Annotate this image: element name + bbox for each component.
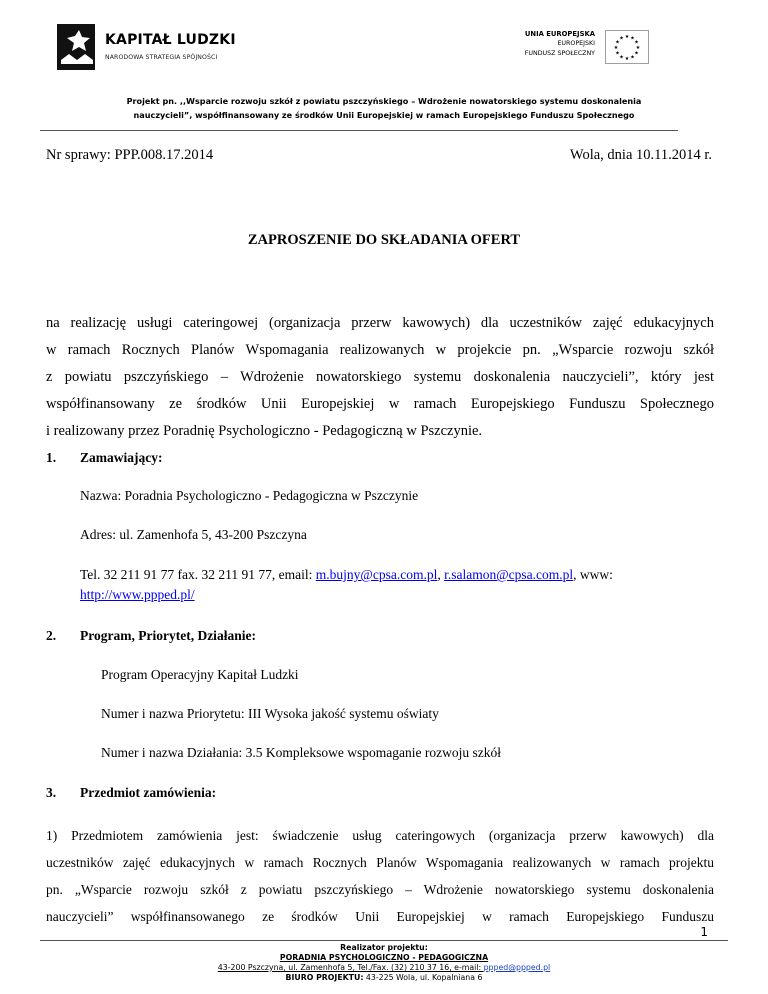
orderer-website: [80, 587, 195, 603]
section-number: 2.: [46, 628, 57, 643]
kapital-ludzki-subtitle: NARODOWA STRATEGIA SPÓJNOŚCI: [105, 54, 218, 61]
eu-logo-line3: FUNDUSZ SPOŁECZNY: [524, 50, 595, 57]
svg-text:★: ★: [635, 45, 641, 51]
footer-address: 43-200 Pszczyna, ul. Zamenhofa 5, Tel./Fax. (32) 210 37 16, e-mail:: [217, 963, 484, 972]
svg-text:★: ★: [634, 50, 639, 57]
footer-office-address: 43-225 Wola, ul. Kopalniana 6: [363, 973, 483, 982]
subject-line: 1) Przedmiotem zamówienia jest: świadczenie usług cateringowych (organizacja przerw kawowych) dla: [46, 828, 714, 843]
subject-line: uczestników zajęć edukacyjnych w ramach Rocznych Planów Wspomagania realizowanych w ramach projektu: [46, 855, 714, 870]
document-title: ZAPROSZENIE DO SKŁADANIA OFERT: [247, 232, 521, 248]
section-1-heading: [46, 450, 162, 466]
intro-line: i realizowany przez Poradnię Psychologiczno - Pedagogiczną w Pszczynie.: [46, 423, 483, 439]
www-label: , www:: [573, 567, 613, 582]
svg-text:★: ★: [613, 45, 619, 51]
orderer-contact: [80, 567, 714, 583]
section-title: Przedmiot zamówienia:: [80, 785, 217, 800]
svg-text:★: ★: [619, 35, 624, 42]
section-2-heading: [46, 628, 256, 644]
kapital-ludzki-logo: [55, 20, 255, 74]
intro-paragraph: [46, 310, 714, 445]
program-name: Program Operacyjny Kapitał Ludzki: [101, 667, 299, 682]
section-number: 1.: [46, 450, 57, 465]
email-link-salamon[interactable]: r.salamon@cpsa.com.pl: [444, 567, 574, 582]
intro-line: na realizację usługi cateringowej (organizacja przerw kawowych) dla uczestników zajęć edukacyjnych: [46, 315, 714, 331]
footer-office-line: [0, 973, 768, 983]
case-number: Nr sprawy: PPP.008.17.2014: [46, 147, 214, 163]
page-number: 1: [700, 925, 708, 939]
footer-divider: [40, 940, 728, 941]
svg-text:★: ★: [624, 56, 630, 62]
subject-line: pn. „Wsparcie rozwoju szkół z powiatu pszczyńskiego – Wdrożenie nowatorskiego systemu doskonalenia: [46, 882, 714, 897]
footer-email-link[interactable]: ppped@ppped.pl: [483, 963, 551, 972]
svg-text:★: ★: [624, 34, 630, 40]
svg-text:★: ★: [630, 54, 635, 61]
footer-office-label: BIURO PROJEKTU:: [285, 973, 364, 982]
kapital-ludzki-emblem-icon: [55, 20, 99, 74]
action-name: Numer i nazwa Działania: 3.5 Kompleksowe wspomaganie rozwoju szkół: [101, 745, 502, 760]
footer-label: Realizator projektu:: [340, 943, 428, 952]
kapital-ludzki-title: KAPITAŁ LUDZKI: [105, 32, 236, 48]
footer: [0, 943, 768, 983]
email-link-bujny[interactable]: m.bujny@cpsa.com.pl: [315, 567, 438, 582]
subject-line: nauczycieli” współfinansowanego ze środków Unii Europejskiej w ramach Europejskiego Funduszu: [46, 909, 714, 924]
orderer-name: Nazwa: Poradnia Psychologiczno - Pedagogiczna w Pszczynie: [80, 488, 419, 503]
section-number: 3.: [46, 785, 57, 800]
footer-address-line: [0, 963, 768, 973]
section-title: Zamawiający:: [80, 450, 163, 465]
priority-name: Numer i nazwa Priorytetu: III Wysoka jakość systemu oświaty: [101, 706, 439, 721]
intro-line: w ramach Rocznych Planów Wspomagania realizowanych w projekcie pn. „Wsparcie rozwoju szkół: [46, 342, 714, 358]
svg-text:★: ★: [615, 39, 620, 46]
section-3-heading: [46, 785, 216, 801]
place-date: Wola, dnia 10.11.2014 r.: [569, 147, 712, 163]
footer-org: PORADNIA PSYCHOLOGICZNO - PEDAGOGICZNA: [279, 953, 489, 962]
eu-flag-icon: [605, 30, 649, 64]
contact-separator: ,: [437, 567, 445, 582]
project-header-line1: Projekt pn. ,,Wsparcie rozwoju szkół z powiatu pszczyńskiego – Wdrożenie nowatorskiego systemu doskonalenia: [126, 96, 642, 106]
contact-phone-fax: Tel. 32 211 91 77 fax. 32 211 91 77, email:: [80, 567, 316, 582]
eu-logo-line2: EUROPEJSKI: [557, 40, 595, 47]
intro-line: z powiatu pszczyńskiego – Wdrożenie nowatorskiego systemu doskonalenia nauczycieli”, który jest: [46, 369, 714, 385]
svg-text:★: ★: [615, 50, 620, 57]
svg-text:★: ★: [619, 54, 624, 61]
project-header-line2: nauczycieli”, współfinansowany ze środków Unii Europejskiej w ramach Europejskiego Funduszu Społecznego: [133, 110, 635, 120]
svg-text:★: ★: [630, 35, 635, 42]
eu-logo-text: [525, 29, 595, 59]
section-title: Program, Priorytet, Działanie:: [80, 628, 256, 643]
order-subject-paragraph: [46, 822, 714, 930]
header-divider: [40, 130, 678, 131]
eu-logo: [503, 20, 663, 72]
svg-text:★: ★: [634, 39, 639, 46]
website-link[interactable]: http://www.ppped.pl/: [80, 587, 195, 602]
project-header: [40, 94, 728, 122]
orderer-address: Adres: ul. Zamenhofa 5, 43-200 Pszczyna: [80, 527, 307, 542]
intro-line: współfinansowany ze środków Unii Europejskiej w ramach Europejskiego Funduszu Społecznego: [46, 396, 714, 412]
eu-logo-line1: UNIA EUROPEJSKA: [524, 30, 595, 38]
